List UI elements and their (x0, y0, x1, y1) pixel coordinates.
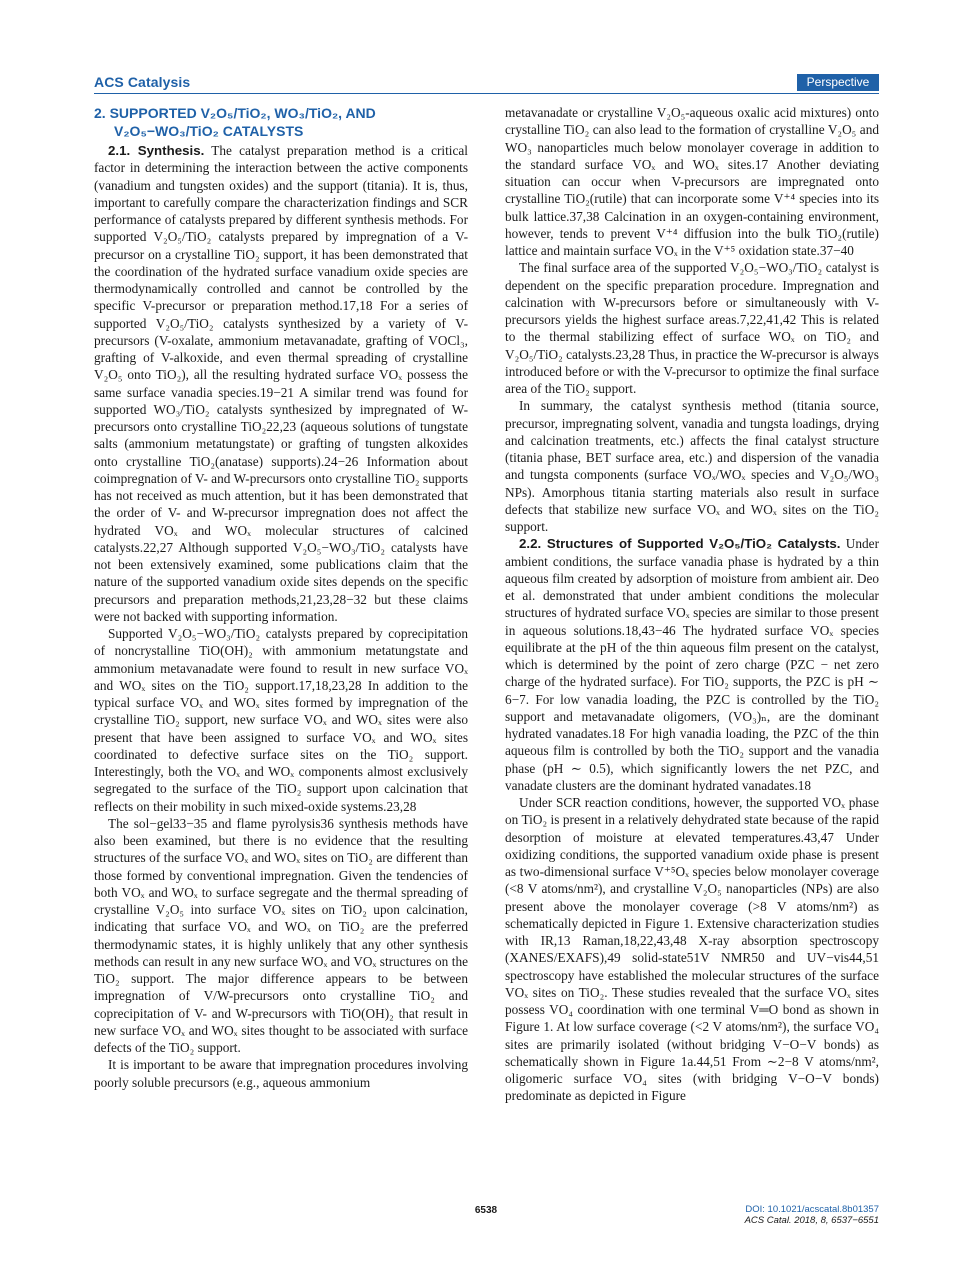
paragraph: Supported V₂O₅−WO₃/TiO₂ catalysts prepared by coprecipitation of noncrystalline TiO(OH)₂ with ammonium metatungstate and ammonium metavanadate were found to result in new surface VOₓ and WOₓ sites on the TiO₂ support.17,18,23,28 In addition to the typical surface VOₓ and WOₓ sites formed by impregnation of the crystalline TiO₂ support, new surface VOₓ and WOₓ sites were also present that have been assigned to surface VOₓ and WOₓ sites coordinated to defective surface sites on the TiO₂ support. Interestingly, both the VOₓ and WOₓ components almost exclusively segregated to the surface of the TiO₂ support upon calcination that reflects on their mobility in such mixed-oxide systems.23,28 (94, 626, 468, 814)
subsection-heading-structures: 2.2. Structures of Supported V₂O₅/TiO₂ Catalysts. (519, 536, 841, 552)
paragraph (94, 142, 468, 625)
doi-link[interactable]: DOI: 10.1021/acscatal.8b01357 (745, 1204, 879, 1215)
paragraph: The final surface area of the supported V₂O₅−WO₃/TiO₂ catalyst is dependent on the specific preparation procedure. Impregnation and calcination with W-precursors before or simultaneously with V-precursors yields the highest surface areas.7,22,41,42 This is related to the thermal stabilizing effect of surface WOₓ on TiO₂ and V₂O₅/TiO₂ catalysts.23,28 Thus, in practice the W-precursor is always introduced before or with the V-precursor to optimize the final surface area of the TiO₂ support. (505, 260, 879, 396)
paragraph: In summary, the catalyst synthesis method (titania source, precursor, impregnating solvent, vanadia and tungsta loadings, drying and calcination treatments, etc.) affects the final catalyst structure (titania phase, BET surface area, etc.) and dispersion of the vanadia and tungsta components (surface VOₓ/WOₓ species and V₂O₅/WO₃ NPs). Amorphous titania starting materials also result in surface defects that stabilize new surface VOₓ and WOₓ sites on the TiO₂ support. (505, 398, 879, 534)
header-rule (94, 93, 879, 94)
section-title-line2: V₂O₅−WO₃/TiO₂ CATALYSTS (114, 123, 304, 139)
paragraph-text: Under ambient conditions, the surface vanadia phase is hydrated by a thin aqueous film created by adsorption of moisture from ambient air. Deo et al. demonstrated that under ambient conditions the molecular structures of hydrated surface VOₓ species are similar to those present in aqueous solutions.18,43−46 The hydrated surface VOₓ species equilibrate at the pH of the thin aqueous film present on the catalyst, which is determined by the point of zero charge (PZC − net zero charge of the hydrated surface). For TiO₂ supports, the PZC is pH ∼ 6−7. For low vanadia loading, the PZC is controlled by the TiO₂ support and metavanadate oligomers, (VO₃)ₙ, are the dominant hydrated vanadates.18 For high vanadia loading, the PZC of the thin aqueous film is controlled by both the TiO₂ support and the vanadia phase (pH ∼ 0.5), which significantly lowers the net PZC, and vanadate clusters are the dominant hydrated vanadates.18 (505, 536, 879, 793)
journal-citation: ACS Catal. 2018, 8, 6537−6551 (744, 1215, 879, 1226)
footer-citation (745, 1204, 879, 1226)
paragraph: It is important to be aware that impregnation procedures involving poorly soluble precursors (e.g., aqueous ammonium (94, 1057, 468, 1090)
paragraph: Under SCR reaction conditions, however, the supported VOₓ phase on TiO₂ is present in a relatively dehydrated state because of the rapid desorption of moisture at elevated temperatures.43,47 Under oxidizing conditions, the supported vanadium oxide phase is present as two-dimensional surface V⁺⁵Oₓ species below monolayer coverage (<8 V atoms/nm²), and crystalline V₂O₅ nanoparticles (NPs) are also present above the monolayer coverage (>8 V atoms/nm²) as schematically depicted in Figure 1. Extensive characterization studies with IR,13 Raman,18,22,43,48 X-ray absorption spectroscopy (XANES/EXAFS),49 solid-state51V NMR50 and UV−vis44,51 spectroscopy have established the molecular structures of the surface VOₓ sites on TiO₂. These studies revealed that the surface VOₓ sites possess VO₄ coordination with one terminal V═O bond as shown in Figure 1. At low surface coverage (<2 V atoms/nm²), the surface VO₄ sites are primarily isolated (without bridging V−O−V bonds) as schematically shown in Figure 1a.44,51 From ∼2−8 V atoms/nm², oligomeric surface VO₄ sites (with bridging V−O−V bonds) predominate as depicted in Figure (505, 795, 879, 1104)
running-header (94, 74, 879, 92)
paragraph (505, 535, 879, 794)
article-type-badge: Perspective (797, 74, 879, 91)
section-title-line1: 2. SUPPORTED V₂O₅/TiO₂, WO₃/TiO₂, AND (94, 105, 376, 121)
section-heading (94, 104, 468, 140)
subsection-heading-synthesis: 2.1. Synthesis. (108, 143, 205, 158)
right-column (505, 104, 879, 1105)
paragraph: The sol−gel33−35 and flame pyrolysis36 synthesis methods have also been examined, but there is no evidence that the resulting structures of the surface VOₓ and WOₓ sites on TiO₂ are different than those formed by conventional impregnation. Given the tendencies of both VOₓ and WOₓ to surface segregate and the thermal spreading of crystalline V₂O₅ into surface VOₓ sites on TiO₂ upon calcination, indicating that surface VOₓ and WOₓ on TiO₂ are the preferred thermodynamic states, it is highly unlikely that any other synthesis methods can result in any new surface WOₓ and VOₓ structures on the TiO₂ support. The major difference appears to be between impregnation of V/W-precursors onto crystalline TiO₂ and coprecipitation of V- and W-precursors with TiO(OH)₂ that result in new surface VOₓ and WOₓ sites thought to be associated with surface defects of the TiO₂ support. (94, 815, 468, 1055)
journal-name[interactable]: ACS Catalysis (94, 74, 191, 90)
page-number: 6538 (474, 1205, 498, 1216)
paragraph: metavanadate or crystalline V₂O₅-aqueous oxalic acid mixtures) onto crystalline TiO₂ can also lead to the formation of crystalline V₂O₅ and WO₃ nanoparticles much below monolayer coverage in addition to the standard surface VOₓ and WOₓ sites.17 Another deviating situation can occur when V-precursors are impregnated onto crystalline TiO₂(rutile) that can incorporate some V⁺⁴ species into its bulk lattice.37,38 Calcination in an oxygen-containing environment, however, tends to prevent V⁺⁴ diffusion into the bulk TiO₂(rutile) lattice and maintain surface VOₓ in the V⁺⁵ oxidation state.37−40 (505, 105, 879, 258)
left-column (94, 104, 468, 1091)
paragraph-text: The catalyst preparation method is a critical factor in determining the interaction between the active components (vanadium and tungsten oxides) and the support (titania). It is, thus, important to carefully compare the characterization findings and SCR performance of catalysts prepared by different synthesis methods. For supported V₂O₅/TiO₂ catalysts prepared by impregnation of a V-precursor on a crystalline TiO₂ support, it has been demonstrated that the coordination of the hydrated surface vanadium oxide species are thermodynamically controlled and cannot be controlled by the specific V-precursor or preparation method.17,18 For a series of supported V₂O₅/TiO₂ catalysts synthesized by a variety of V-precursors (V-oxalate, ammonium metavanadate, grafting of VOCl₃, grafting of V-alkoxide, and even thermal spreading of crystalline V₂O₅ onto TiO₂), all the resulting hydrated surface VOₓ possess the same surface vanadia species.19−21 A similar trend was found for supported WO₃/TiO₂ catalysts synthesized by impregnated of W-precursors onto crystalline TiO₂22,23 (aqueous solutions of tungstate salts (ammonium metatungstate) or grafting of tungsten alkoxides onto crystalline TiO₂(anatase) supports).24−26 Information about coimpregnation of V- and W-precursors onto crystalline TiO₂ supports has not received as much attention, but it has been demonstrated that the order of V- and W-precursor impregnation does not affect the hydrated VOₓ and WOₓ molecular structures of calcined catalysts.22,27 Although supported V₂O₅−WO₃/TiO₂ catalysts have not been extensively examined, some publications claim that the nature of the supported vanadium oxide sites depends on the specific precursors and preparation methods,21,23,28−32 but these claims were not backed with supporting information. (94, 143, 468, 624)
